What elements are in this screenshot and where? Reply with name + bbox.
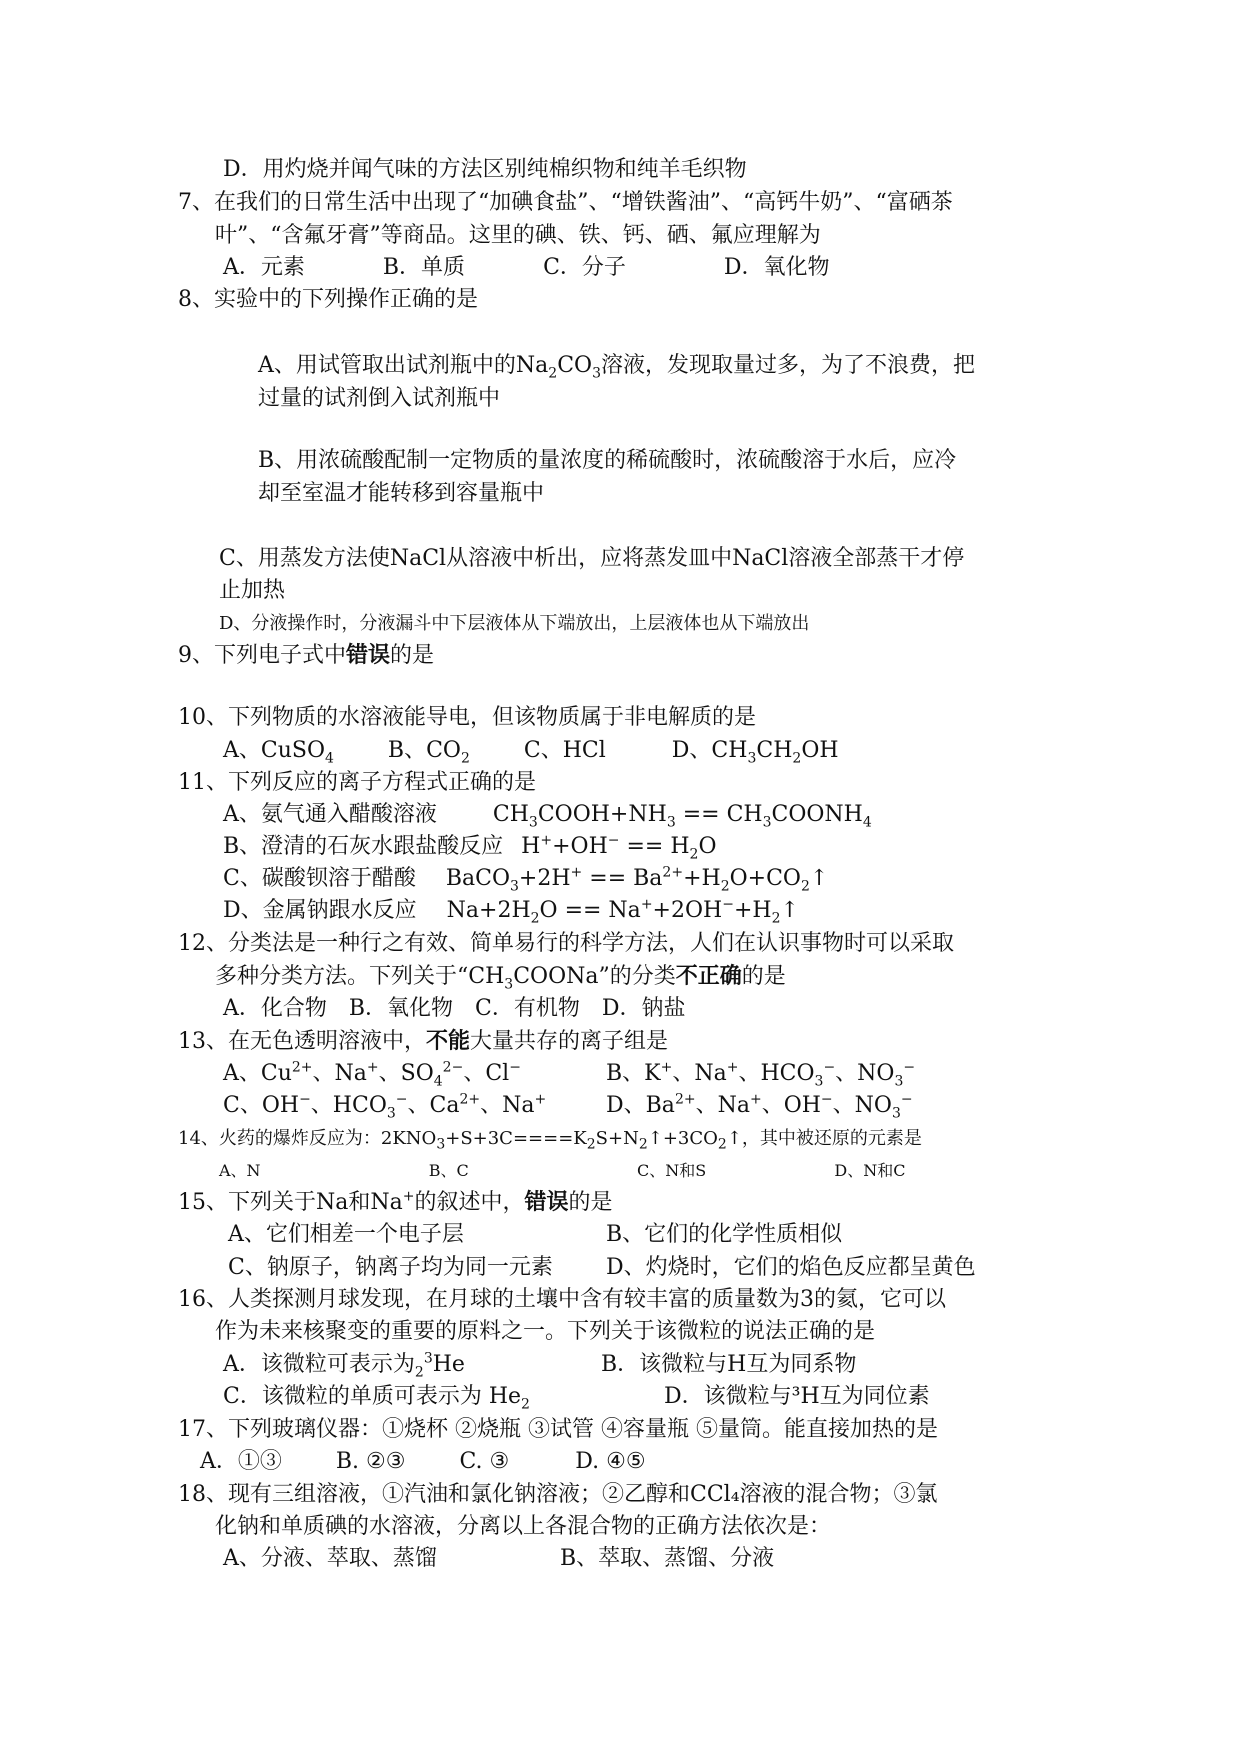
q10-stem: 10、下列物质的水溶液能导电，但该物质属于非电解质的是 (178, 705, 756, 730)
q15-option-b: B、它们的化学性质相似 (606, 1222, 843, 1247)
q15-emphasis: 错误 (524, 1189, 569, 1215)
q14-option-a: A、N (219, 1161, 261, 1180)
formula-na2co3: $Na_2CO_3$ (515, 353, 601, 382)
q8-option-b-line2: 却至室温才能转移到容量瓶中 (258, 481, 545, 506)
q11-stem: 11、下列反应的离子方程式正确的是 (178, 770, 536, 795)
q12-stem-2: 多种分类方法。下列关于“$CH_3COONa$”的分类不正确的是 (215, 963, 786, 993)
q17-option-a: A．①③ (200, 1449, 282, 1474)
q8-a-text-post: 溶液，发现取量过多，为了不浪费，把 (600, 353, 975, 378)
q13-option-b: B、K+、Na+、$HCO_3^-$、$NO_3^-$ (606, 1059, 916, 1090)
q7-stem-1: 7、在我们的日常生活中出现了“加碘食盐”、“增铁酱油”、“高钙牛奶”、“富硒茶 (178, 190, 953, 215)
q10-option-d: D、$CH_3CH_2OH$ (671, 738, 839, 767)
q18-option-a: A、分液、萃取、蒸馏 (223, 1546, 437, 1571)
q7-option-a: A．元素 (223, 255, 305, 280)
q7-stem-2: 叶”、“含氟牙膏”等商品。这里的碘、铁、钙、硒、氟应理解为 (215, 223, 821, 248)
q9-text-post: 的是 (390, 643, 435, 668)
q8-a-text-pre: A、用试管取出试剂瓶中的 (258, 353, 516, 378)
q14-option-d: D、N和C (834, 1161, 906, 1180)
q17-option-d: D. ④⑤ (575, 1449, 646, 1474)
q13-emphasis: 不能 (426, 1028, 471, 1054)
q13-stem: 13、在无色透明溶液中，不能大量共存的离子组是 (178, 1028, 669, 1054)
q14-option-b: B、C (428, 1161, 469, 1180)
q14-option-c: C、N和S (636, 1161, 707, 1180)
q17-option-b: B. ②③ (335, 1449, 406, 1474)
q8-option-c-line1: C、用蒸发方法使NaCl从溶液中析出，应将蒸发皿中NaCl溶液全部蒸干才停 (219, 546, 965, 571)
q11-option-a: A、氨气通入醋酸溶液 $CH_3COOH+NH_3$ == $CH_3COONH_4$ (223, 802, 872, 831)
q11-option-b: B、澄清的石灰水跟盐酸反应 $H^++OH^- == H_2O$ (223, 832, 717, 863)
q13-option-c: C、OH−、$HCO_3^-$、$Ca^{2+}$、Na+ (223, 1091, 547, 1122)
q15-option-d: D、灼烧时，它们的焰色反应都呈黄色 (606, 1255, 976, 1280)
q12-options: A．化合物 B．氧化物 C．有机物 D．钠盐 (223, 996, 686, 1021)
q15-option-c: C、钠原子，钠离子均为同一元素 (228, 1255, 553, 1280)
q8-option-a-line2: 过量的试剂倒入试剂瓶中 (258, 386, 501, 411)
q13-option-d: D、$Ba^{2+}$、Na+、OH−、$NO_3^-$ (606, 1091, 913, 1122)
q16-option-c: C．该微粒的单质可表示为 $He_2$ (223, 1384, 530, 1413)
q8-option-a-line1 (258, 352, 975, 380)
q16-option-b: B．该微粒与H互为同系物 (601, 1352, 857, 1377)
q12-emphasis: 不正确 (675, 963, 742, 989)
q10-options (223, 737, 839, 765)
q18-option-b: B、萃取、蒸馏、分液 (560, 1546, 775, 1571)
q12-stem-1: 12、分类法是一种行之有效、简单易行的科学方法，人们在认识事物时可以采取 (178, 931, 954, 956)
q9-stem (178, 641, 434, 670)
q8-option-c-line2: 止加热 (219, 578, 286, 603)
q16-stem-2: 作为未来核聚变的重要的原料之一。下列关于该微粒的说法正确的是 (215, 1319, 876, 1344)
q16-option-d: D．该微粒与³H互为同位素 (664, 1384, 930, 1409)
q9-emphasis: 错误 (346, 642, 391, 668)
q8-option-d: D、分液操作时，分液漏斗中下层液体从下端放出，上层液体也从下端放出 (219, 613, 810, 634)
q11-option-d: D、金属钠跟水反应 $Na+2H_2O$ == $Na^++2OH^-+H_2↑$ (223, 896, 799, 927)
q16-option-a: A．该微粒可表示为$_2^3$He (223, 1350, 465, 1381)
q14-stem: 14、火药的爆炸反应为：$2KNO_3+S+3C====K_2S+N_2↑+3CO_2↑$，其中被还原的元素是 (178, 1128, 922, 1153)
q8-option-b-line1: B、用浓硫酸配制一定物质的量浓度的稀硫酸时，浓硫酸溶于水后，应冷 (258, 448, 957, 473)
q6-option-d: D．用灼烧并闻气味的方法区别纯棉织物和纯羊毛织物 (223, 157, 747, 182)
q15-stem: 15、下列关于Na和Na+的叙述中，错误的是 (178, 1188, 613, 1215)
q18-stem-1: 18、现有三组溶液，①汽油和氯化钠溶液；②乙醇和CCl₄溶液的混合物；③氯 (178, 1482, 938, 1507)
q16-stem-1: 16、人类探测月球发现，在月球的土壤中含有较丰富的质量数为3的氦，它可以 (178, 1287, 946, 1312)
q8-stem: 8、实验中的下列操作正确的是 (178, 287, 478, 312)
q7-options (223, 254, 830, 282)
q18-stem-2: 化钠和单质碘的水溶液，分离以上各混合物的正确方法依次是： (215, 1514, 832, 1539)
q17-option-c: C. ③ (459, 1449, 510, 1474)
q10-option-c: C、HCl (523, 738, 606, 763)
q15-option-a: A、它们相差一个电子层 (228, 1222, 464, 1247)
q7-option-d: D．氧化物 (723, 255, 830, 280)
q10-option-a: A、CuSO$_4$ (223, 738, 334, 767)
q11-option-c: C、碳酸钡溶于醋酸 BaCO$_3$+2H+ == $Ba^{2+}+H_2O+CO_2↑$ (223, 864, 829, 895)
q17-options (200, 1448, 646, 1476)
q17-stem: 17、下列玻璃仪器：①烧杯 ②烧瓶 ③试管 ④容量瓶 ⑤量筒。能直接加热的是 (178, 1417, 938, 1442)
q10-option-b: B、$CO_2$ (387, 738, 470, 767)
q7-option-b: B．单质 (382, 255, 466, 280)
q7-option-c: C．分子 (543, 255, 626, 280)
q14-options (219, 1157, 905, 1185)
q13-option-a: A、$Cu^{2+}$、Na+、$SO_4^{2-}$、Cl− (223, 1059, 521, 1090)
q9-text-pre: 9、下列电子式中 (178, 643, 346, 668)
